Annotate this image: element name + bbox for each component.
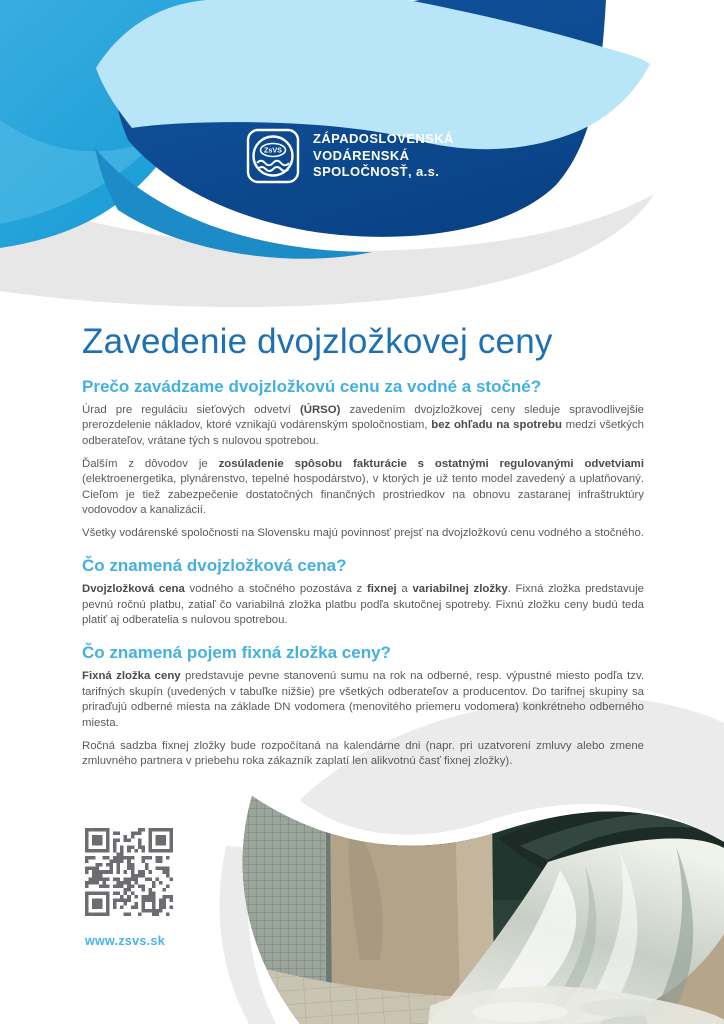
bold-text-run: bez ohľadu na spotrebu: [431, 419, 562, 432]
text-run: Úrad pre reguláciu sieťových odvetví: [82, 404, 300, 416]
text-run: a: [396, 583, 413, 596]
bold-text-run: zosúladenie spôsobu fakturácie s ostatnými regulovanými odvetviami: [218, 457, 644, 470]
section-heading: Prečo zavádzame dvojzložkovú cenu za vodné a stočné?: [82, 377, 542, 396]
text-run: Ďalším z dôvodov je: [82, 457, 219, 470]
page-title: Zavedenie dvojzložkovej ceny: [82, 322, 553, 361]
text-run: medzi všetkých odberateľov, vrátane tých s nulovou spotrebou.: [82, 419, 644, 447]
text-run: (elektroenergetika, plynárenstvo, tepelné hospodárstvo), v ktorých je už tento model zavedený a uplatňovaný. Cieľom je tiež zabezpečenie dostatočných finančných prostriedkov na obnovu zastaranej infraštruktúry vodovodov a kanalizácií.: [82, 473, 644, 516]
body-paragraph: [82, 526, 644, 541]
company-name-line3: SPOLOČNOSŤ, a.s.: [313, 164, 440, 180]
bold-text-run: fixnej: [366, 583, 397, 596]
text-run: zavedením dvojzložkovej ceny sleduje spravodlivejšie prerozdelenie nákladov, ktoré vznikajú vodárenským spoločnostiam,: [82, 404, 644, 432]
section-heading: Čo znamená pojem fixná zložka ceny?: [82, 643, 391, 663]
company-name: [313, 131, 454, 181]
company-name-line1: ZÁPADOSLOVENSKÁ: [313, 131, 454, 147]
body-paragraph: [82, 669, 644, 731]
qr-code: [85, 828, 173, 916]
text-run: Všetky vodárenské spoločnosti na Slovensku majú povinnosť prejsť na dvojzložkovú cenu vodného a stočného.: [82, 526, 644, 539]
body-paragraph: [82, 739, 644, 770]
company-name-line2: VODÁRENSKÁ: [313, 147, 410, 163]
main-content: [82, 322, 644, 777]
brand-block: [246, 128, 454, 184]
bold-text-run: variabilnej zložky: [412, 583, 508, 596]
qr-block: [85, 828, 205, 948]
text-run: vodného a stočného pozostáva z: [184, 583, 367, 596]
sections: [82, 377, 644, 769]
body-paragraph: [82, 403, 644, 449]
logo-monogram: ZsVS: [264, 145, 282, 155]
website-link[interactable]: www.zsvs.sk: [85, 934, 165, 948]
bold-text-run: Fixná zložka ceny: [82, 670, 181, 683]
zsvs-logo: [246, 128, 300, 184]
body-paragraph: [82, 582, 644, 628]
text-run: . Fixná zložka predstavuje pevnú ročnú platbu, zatiaľ čo variabilná zložka platbu podľa skutočnej spotreby. Fixnú zložku ceny budú teda platiť aj odberatelia s nulovou spotrebou.: [82, 583, 644, 627]
bold-text-run: Dvojzložková cena: [82, 583, 185, 596]
section-heading: Čo znamená dvojzložková cena?: [82, 556, 347, 576]
body-paragraph: [82, 457, 644, 519]
text-run: Ročná sadzba fixnej zložky bude rozpočítaná na kalendárne dni (napr. pri uzatvorení zmluvy alebo zmene zmluvného partnera v priebehu roka zákazník zaplatí len alikvotnú časť fixnej zložky).: [82, 739, 644, 767]
bold-text-run: (ÚRSO): [299, 404, 341, 416]
text-run: predstavuje pevne stanovenú sumu na rok na odberné, resp. výpustné miesto podľa tzv. tarifných skupín (uvedených v tabuľke nižšie) pre všetkých odberateľov a producentov. Do tarifnej skupiny sa priraďujú odberné miesta na základe DN vodomera (menovitého priemeru vodomera) konkrétneho odberného miesta.: [82, 670, 644, 729]
